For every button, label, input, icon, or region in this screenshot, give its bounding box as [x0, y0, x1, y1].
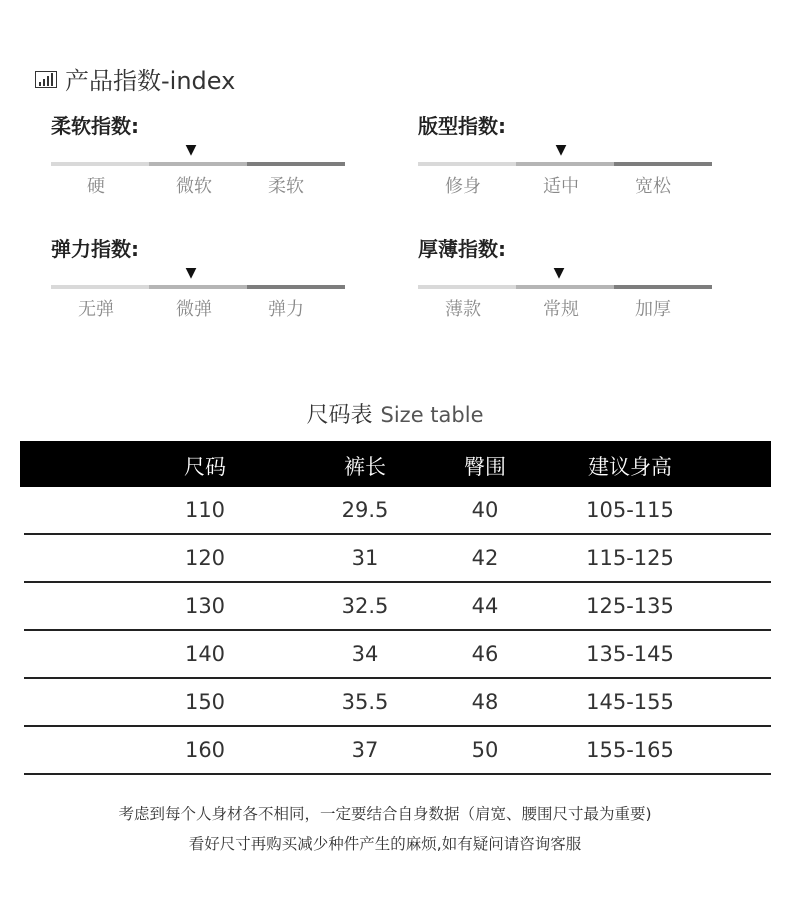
- table-cell: 130: [184, 594, 226, 618]
- scale-label: 适中: [543, 176, 579, 197]
- header-cell: 臀围: [464, 455, 506, 479]
- table-cell: 120: [184, 546, 226, 570]
- note-line-2: 看好尺寸再购买减少种件产生的麻烦,如有疑问请咨询客服: [188, 835, 582, 853]
- size-table-title: [0, 398, 790, 429]
- header-cell: 建议身高: [588, 455, 672, 479]
- table-row: [24, 487, 771, 535]
- index-scale: [51, 140, 341, 168]
- table-cell: 160: [184, 738, 226, 762]
- index-title: 版型指数:: [418, 114, 506, 138]
- table-cell: 140: [184, 642, 226, 666]
- scale-segment: [247, 285, 345, 289]
- table-row: [24, 583, 771, 631]
- index-scale: [418, 263, 708, 291]
- scale-label: 弹力: [268, 299, 304, 320]
- index-fit: [418, 112, 708, 198]
- scale-segment: [51, 162, 149, 166]
- index-title: 厚薄指数:: [418, 237, 506, 261]
- index-scale: [418, 140, 708, 168]
- scale-label: 硬: [87, 176, 105, 197]
- index-softness: [51, 112, 341, 198]
- table-cell: 32.5: [341, 594, 389, 618]
- table-cell: 46: [471, 642, 499, 666]
- scale-segment: [516, 285, 614, 289]
- index-elasticity: [51, 235, 341, 321]
- table-cell: 34: [351, 642, 379, 666]
- index-thickness: [418, 235, 708, 321]
- size-table: [20, 441, 771, 775]
- table-row: [24, 631, 771, 679]
- size-table-title-en: Size table: [380, 403, 484, 427]
- scale-label: 微软: [176, 176, 212, 197]
- scale-segment: [418, 285, 516, 289]
- table-cell: 125-135: [586, 594, 674, 618]
- table-cell: 44: [471, 594, 499, 618]
- scale-segment: [51, 285, 149, 289]
- signal-bars-icon: [35, 68, 57, 88]
- selected-marker-icon: ▼: [185, 265, 197, 281]
- scale-segment: [149, 285, 247, 289]
- scale-segment: [418, 162, 516, 166]
- index-scale: [51, 263, 341, 291]
- table-row: [24, 727, 771, 775]
- table-cell: 145-155: [586, 690, 674, 714]
- heading-text: 产品指数-index: [65, 66, 236, 95]
- table-cell: 37: [351, 738, 379, 762]
- table-row: [24, 679, 771, 727]
- scale-label: 柔软: [268, 176, 304, 197]
- scale-label: 微弹: [176, 299, 212, 320]
- scale-label: 加厚: [635, 299, 671, 320]
- table-cell: 135-145: [586, 642, 674, 666]
- product-index-heading: [35, 58, 235, 98]
- table-cell: 40: [471, 498, 499, 522]
- scale-label: 修身: [445, 176, 481, 197]
- table-cell: 35.5: [341, 690, 389, 714]
- index-title: 弹力指数:: [51, 237, 139, 261]
- selected-marker-icon: ▼: [185, 142, 197, 158]
- header-cell: 尺码: [184, 455, 226, 479]
- index-title: 柔软指数:: [51, 114, 139, 138]
- size-table-title-cn: 尺码表: [306, 403, 373, 428]
- scale-segment: [614, 285, 712, 289]
- scale-segment: [149, 162, 247, 166]
- scale-label: 常规: [543, 299, 579, 320]
- scale-label: 无弹: [78, 299, 114, 320]
- scale-segment: [614, 162, 712, 166]
- table-cell: 42: [471, 546, 499, 570]
- table-cell: 50: [471, 738, 499, 762]
- note-line-1: 考虑到每个人身材各不相同，一定要结合自身数据（肩宽、腰围尺寸最为重要): [118, 805, 652, 823]
- table-cell: 48: [471, 690, 499, 714]
- scale-label: 薄款: [445, 299, 481, 320]
- table-cell: 105-115: [586, 498, 674, 522]
- scale-segment: [247, 162, 345, 166]
- table-cell: 110: [184, 498, 226, 522]
- table-cell: 31: [351, 546, 379, 570]
- table-cell: 155-165: [586, 738, 674, 762]
- table-row: [24, 535, 771, 583]
- header-cell: 裤长: [344, 455, 386, 479]
- selected-marker-icon: ▼: [555, 142, 567, 158]
- table-cell: 115-125: [586, 546, 674, 570]
- selected-marker-icon: ▼: [553, 265, 565, 281]
- table-cell: 29.5: [341, 498, 389, 522]
- scale-segment: [516, 162, 614, 166]
- scale-label: 宽松: [635, 176, 671, 197]
- table-cell: 150: [184, 690, 226, 714]
- table-header-row: [20, 441, 771, 487]
